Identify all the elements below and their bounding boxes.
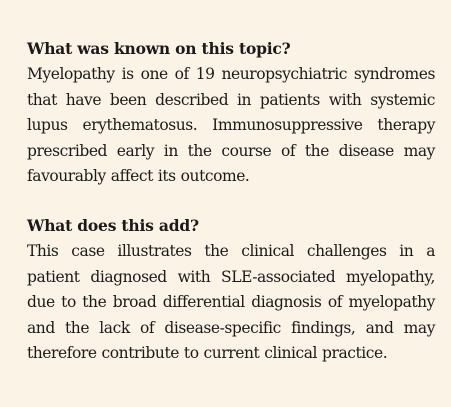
adds-heading: What does this add? — [27, 215, 199, 235]
known-text: Myelopathy is one of 19 neuropsychiatric syndromes that have been described in patients with systemic lupus erythematosus. Immunosuppressive therapy prescribed early in the course of the disease may favourably affect its outcome. — [27, 65, 435, 186]
known-heading: What was known on this topic? — [27, 39, 291, 58]
adds-text: This case illustrates the clinical challenges in a patient diagnosed with SLE-associated myelopathy, due to the broad differential diagnosis of myelopathy and the lack of disease-specific findings, and may therefore contribute to current clinical practice. — [27, 241, 435, 363]
known-section — [27, 36, 435, 190]
adds-section — [27, 213, 435, 367]
